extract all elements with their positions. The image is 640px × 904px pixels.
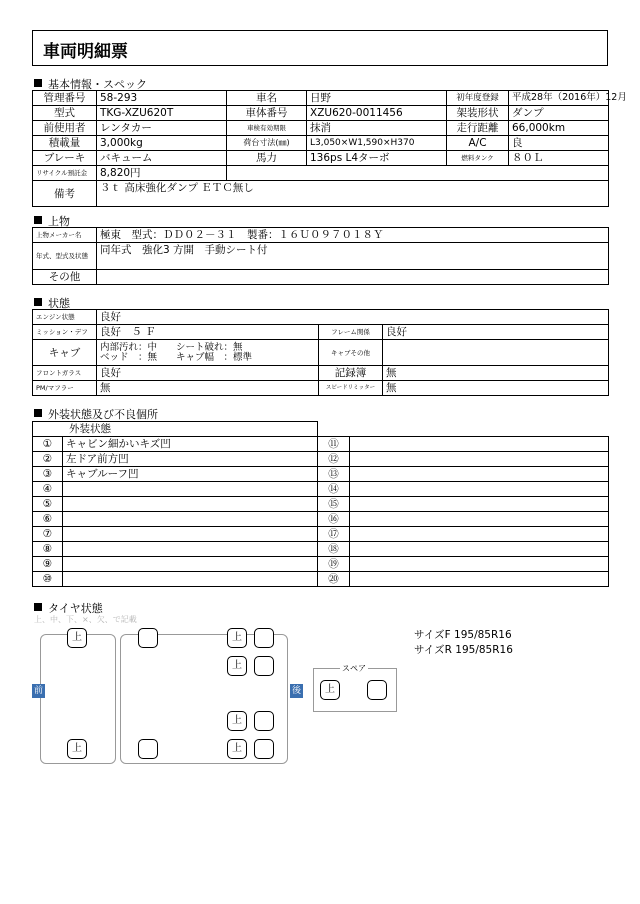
- label: 走行距離: [447, 121, 509, 136]
- label: ミッション・デフ: [33, 325, 97, 340]
- item-text: [63, 557, 318, 572]
- table-row: [33, 136, 609, 151]
- table-row: [33, 325, 609, 340]
- table-row: [33, 467, 609, 482]
- table-row: [33, 482, 609, 497]
- tire-front-left[interactable]: 上: [67, 628, 87, 648]
- item-text: 左ドア前方凹: [63, 452, 318, 467]
- cab-value: [97, 340, 319, 366]
- square-bullet-icon: [34, 409, 42, 417]
- table-row: [33, 572, 609, 587]
- item-number: ⑦: [33, 527, 63, 542]
- label: 車検有効期限: [227, 121, 307, 136]
- value: [97, 270, 609, 285]
- item-text: [350, 512, 609, 527]
- value: 良好: [383, 325, 609, 340]
- tire-rear-bottom2-inner[interactable]: [254, 739, 274, 759]
- item-number: ⑮: [318, 497, 350, 512]
- label: 型式: [33, 106, 97, 121]
- value: ベッド ：無 キャブ幅 ：標準: [100, 351, 253, 363]
- value: ダンプ: [509, 106, 609, 121]
- exterior-header: 外装状態: [33, 422, 318, 437]
- label: A/C: [447, 136, 509, 151]
- value: バキューム: [97, 151, 227, 166]
- section-basic-title: 基本情報・スペック: [48, 78, 147, 91]
- rear-marker: 後: [291, 686, 301, 696]
- value: TKG-XZU620T: [97, 106, 227, 121]
- label: フレーム関係: [319, 325, 383, 340]
- item-text: [350, 497, 609, 512]
- table-row: [33, 228, 609, 243]
- condition-table: [32, 309, 609, 396]
- table-row: [33, 512, 609, 527]
- title-box: [32, 30, 608, 66]
- table-row: [33, 91, 609, 106]
- tire-rear-bottom-outer[interactable]: 上: [227, 711, 247, 731]
- section-body-title: 上物: [48, 215, 70, 228]
- table-row: [33, 310, 609, 325]
- value: 日野: [307, 91, 447, 106]
- label: ブレーキ: [33, 151, 97, 166]
- item-number: ⑲: [318, 557, 350, 572]
- value: ３ｔ 高床強化ダンプ ＥＴＣ無し: [97, 181, 609, 207]
- item-number: ⑤: [33, 497, 63, 512]
- label: エンジン状態: [33, 310, 97, 325]
- tire-rear-top-outer[interactable]: 上: [227, 628, 247, 648]
- tire-spare-2[interactable]: [367, 680, 387, 700]
- tire-spare-1[interactable]: 上: [320, 680, 340, 700]
- value: L3,050×W1,590×H370: [307, 136, 447, 151]
- label: 初年度登録: [447, 91, 509, 106]
- table-row: [33, 527, 609, 542]
- page-title: 車両明細票: [43, 42, 128, 62]
- value: 極東 型式：ＤＤ０２－３１ 製番：１６Ｕ０９７０１８Ｙ: [97, 228, 609, 243]
- value: 内部汚れ：中 シート破れ：無: [100, 341, 243, 353]
- table-row: [33, 121, 609, 136]
- table-row: [33, 243, 609, 270]
- item-text: [350, 542, 609, 557]
- table-row: [33, 181, 609, 207]
- table-row: [33, 166, 609, 181]
- value: 良: [509, 136, 609, 151]
- front-marker: 前: [33, 686, 43, 696]
- item-number: ⑱: [318, 542, 350, 557]
- value: 良好 ５ Ｆ: [97, 325, 319, 340]
- table-row: [33, 542, 609, 557]
- item-number: ④: [33, 482, 63, 497]
- item-number: ⑬: [318, 467, 350, 482]
- label: その他: [33, 270, 97, 285]
- item-text: [350, 557, 609, 572]
- label: 上物メーカー名: [33, 228, 97, 243]
- value: 無: [97, 381, 319, 396]
- item-number: ⑩: [33, 572, 63, 587]
- item-text: [63, 512, 318, 527]
- label: キャブその他: [319, 340, 383, 366]
- value: 同年式 強化3 方開 手動シート付: [97, 243, 609, 270]
- value: 136ps L4ターボ: [307, 151, 447, 166]
- item-number: ⑭: [318, 482, 350, 497]
- tire-rear-bottom-inner[interactable]: [254, 711, 274, 731]
- section-exterior-title: 外装状態及び不良個所: [48, 408, 158, 421]
- tire-rear-top-inner[interactable]: [254, 628, 274, 648]
- tire-rear-bottom2-outer[interactable]: 上: [227, 739, 247, 759]
- label: フロントガラス: [33, 366, 97, 381]
- value: 無: [383, 366, 609, 381]
- item-number: ⑯: [318, 512, 350, 527]
- tire-front-right[interactable]: 上: [67, 739, 87, 759]
- basic-table: [32, 90, 627, 207]
- item-number: ⑧: [33, 542, 63, 557]
- item-text: [63, 542, 318, 557]
- label: 備考: [33, 181, 97, 207]
- item-text: [63, 497, 318, 512]
- table-row: [33, 106, 609, 121]
- value: ８０Ｌ: [509, 151, 609, 166]
- square-bullet-icon: [34, 603, 42, 611]
- tire-mid-bottom[interactable]: [138, 739, 158, 759]
- exterior-table: [32, 421, 609, 587]
- table-row: [33, 557, 609, 572]
- label: 車体番号: [227, 106, 307, 121]
- value: レンタカー: [97, 121, 227, 136]
- table-row: [33, 497, 609, 512]
- item-text: [63, 572, 318, 587]
- value: [383, 340, 609, 366]
- table-row: [33, 340, 609, 366]
- square-bullet-icon: [34, 79, 42, 87]
- item-text: [350, 527, 609, 542]
- item-number: ⑥: [33, 512, 63, 527]
- table-row: [33, 422, 609, 437]
- label: 管理番号: [33, 91, 97, 106]
- item-text: [63, 482, 318, 497]
- tire-mid-top[interactable]: [138, 628, 158, 648]
- value: 抹消: [307, 121, 447, 136]
- value: 良好: [97, 310, 609, 325]
- value: 平成28年（2016年）12月: [509, 91, 609, 106]
- label: 記録簿: [319, 366, 383, 381]
- item-text: キャブルーフ凹: [63, 467, 318, 482]
- value: XZU620-0011456: [307, 106, 447, 121]
- table-row: [33, 270, 609, 285]
- body-table: [32, 227, 609, 285]
- table-row: [33, 437, 609, 452]
- item-text: [350, 572, 609, 587]
- square-bullet-icon: [34, 216, 42, 224]
- item-text: [350, 437, 609, 452]
- tire-rear-top2-inner[interactable]: [254, 656, 274, 676]
- table-row: [33, 366, 609, 381]
- value: 3,000kg: [97, 136, 227, 151]
- item-number: ②: [33, 452, 63, 467]
- item-number: ⑫: [318, 452, 350, 467]
- section-condition-title: 状態: [48, 297, 70, 310]
- item-number: ⑪: [318, 437, 350, 452]
- label: 架装形状: [447, 106, 509, 121]
- label: 燃料タンク: [447, 151, 509, 166]
- item-text: [350, 452, 609, 467]
- value: 良好: [97, 366, 319, 381]
- section-exterior: [34, 406, 158, 422]
- table-row: [33, 381, 609, 396]
- label: 前使用者: [33, 121, 97, 136]
- item-number: ⑨: [33, 557, 63, 572]
- item-text: [63, 527, 318, 542]
- section-tire-title: タイヤ状態: [48, 602, 103, 615]
- label: 馬力: [227, 151, 307, 166]
- item-text: [350, 482, 609, 497]
- table-row: [33, 452, 609, 467]
- label: キャブ: [33, 340, 97, 366]
- value: 無: [383, 381, 609, 396]
- label: スピードリミッター: [319, 381, 383, 396]
- square-bullet-icon: [34, 298, 42, 306]
- label: 年式、型式及状態: [33, 243, 97, 270]
- table-row: [33, 151, 609, 166]
- label: リサイクル預託金: [33, 166, 97, 181]
- tire-size-front: サイズF 195/85R16: [414, 629, 512, 641]
- spare-label: スペア: [342, 664, 366, 673]
- label: 荷台寸法(㎜): [227, 136, 307, 151]
- value: 8,820円: [97, 166, 227, 181]
- tire-rear-top2-outer[interactable]: 上: [227, 656, 247, 676]
- tire-size-rear: サイズR 195/85R16: [414, 644, 513, 656]
- item-text: [350, 467, 609, 482]
- value: 58-293: [97, 91, 227, 106]
- label: PM/マフラー: [33, 381, 97, 396]
- item-number: ⑰: [318, 527, 350, 542]
- label: 積載量: [33, 136, 97, 151]
- label: 車名: [227, 91, 307, 106]
- item-number: ⑳: [318, 572, 350, 587]
- item-number: ③: [33, 467, 63, 482]
- item-text: キャビン細かいキズ凹: [63, 437, 318, 452]
- value: 66,000km: [509, 121, 609, 136]
- item-number: ①: [33, 437, 63, 452]
- tire-note: 上、中、下、×、欠、で記載: [34, 615, 137, 624]
